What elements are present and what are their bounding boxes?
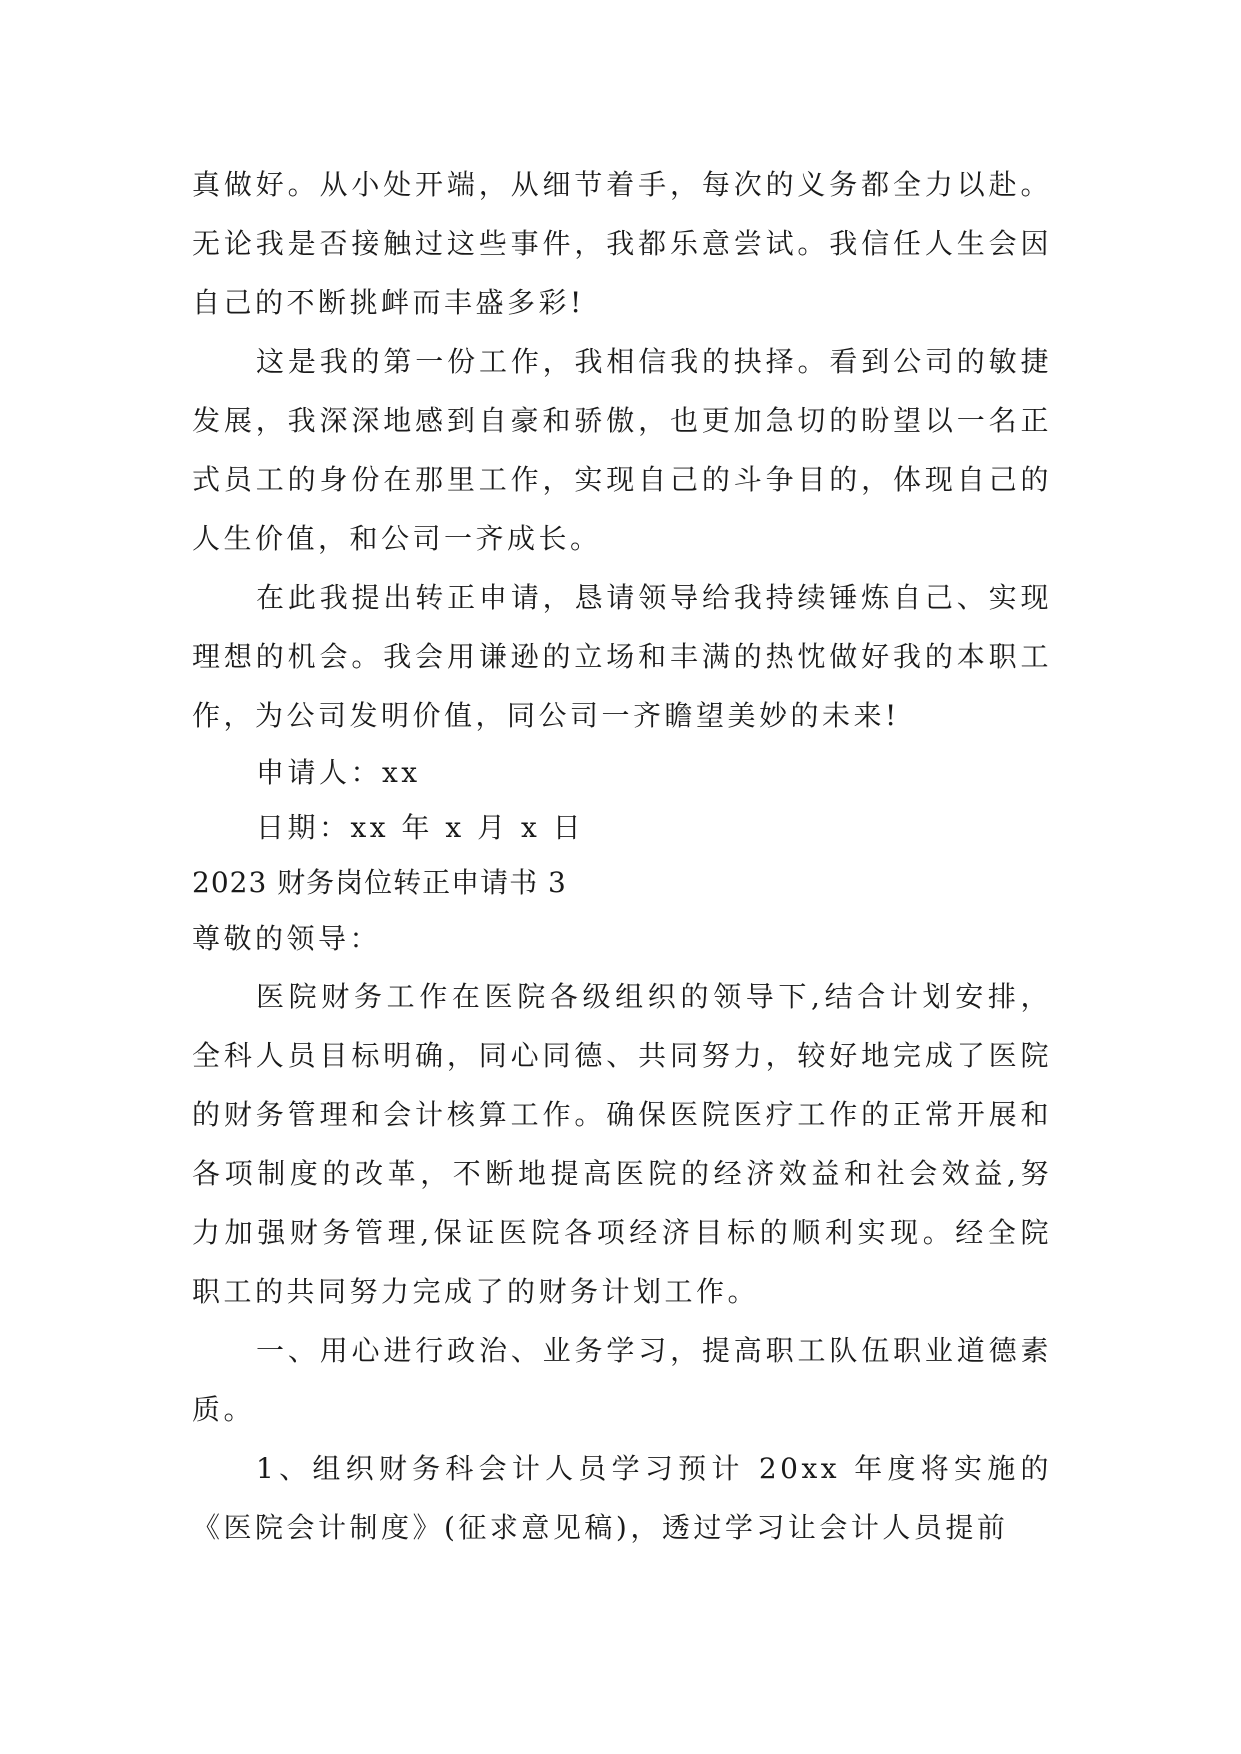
paragraph-item-one: 1、组织财务科会计人员学习预计 20xx 年度将实施的《医院会计制度》(征求意见稿)，透过学习让会计人员提前 [192, 1452, 1052, 1544]
applicant-line: 申请人：xx [256, 756, 421, 789]
paragraph-point-one: 一、用心进行政治、业务学习，提高职工队伍职业道德素质。 [192, 1334, 1052, 1426]
date-line: 日期：xx 年 x 月 x 日 [256, 811, 585, 844]
section-title: 2023 财务岗位转正申请书 3 [192, 866, 567, 899]
paragraph-finance-work: 医院财务工作在医院各级组织的领导下,结合计划安排，全科人员目标明确，同心同德、共同努力，较好地完成了医院的财务管理和会计核算工作。确保医院医疗工作的正常开展和各项制度的改革，不断地提高医院的经济效益和社会效益,努力加强财务管理,保证医院各项经济目标的顺利实现。经全院职工的共同努力完成了的财务计划工作。 [192, 980, 1052, 1308]
paragraph-first-job: 这是我的第一份工作，我相信我的抉择。看到公司的敏捷发展，我深深地感到自豪和骄傲，也更加急切的盼望以一名正式员工的身份在那里工作，实现自己的斗争目的，体现自己的人生价值，和公司一齐成长。 [192, 345, 1052, 555]
paragraph-request: 在此我提出转正申请，恳请领导给我持续锤炼自己、实现理想的机会。我会用谦逊的立场和丰满的热忱做好我的本职工作，为公司发明价值，同公司一齐瞻望美妙的未来! [192, 581, 1052, 732]
document-body [192, 155, 1052, 1557]
paragraph-continued: 真做好。从小处开端，从细节着手，每次的义务都全力以赴。无论我是否接触过这些事件，我都乐意尝试。我信任人生会因自己的不断挑衅而丰盛多彩! [192, 168, 1052, 319]
salutation: 尊敬的领导： [192, 922, 382, 955]
